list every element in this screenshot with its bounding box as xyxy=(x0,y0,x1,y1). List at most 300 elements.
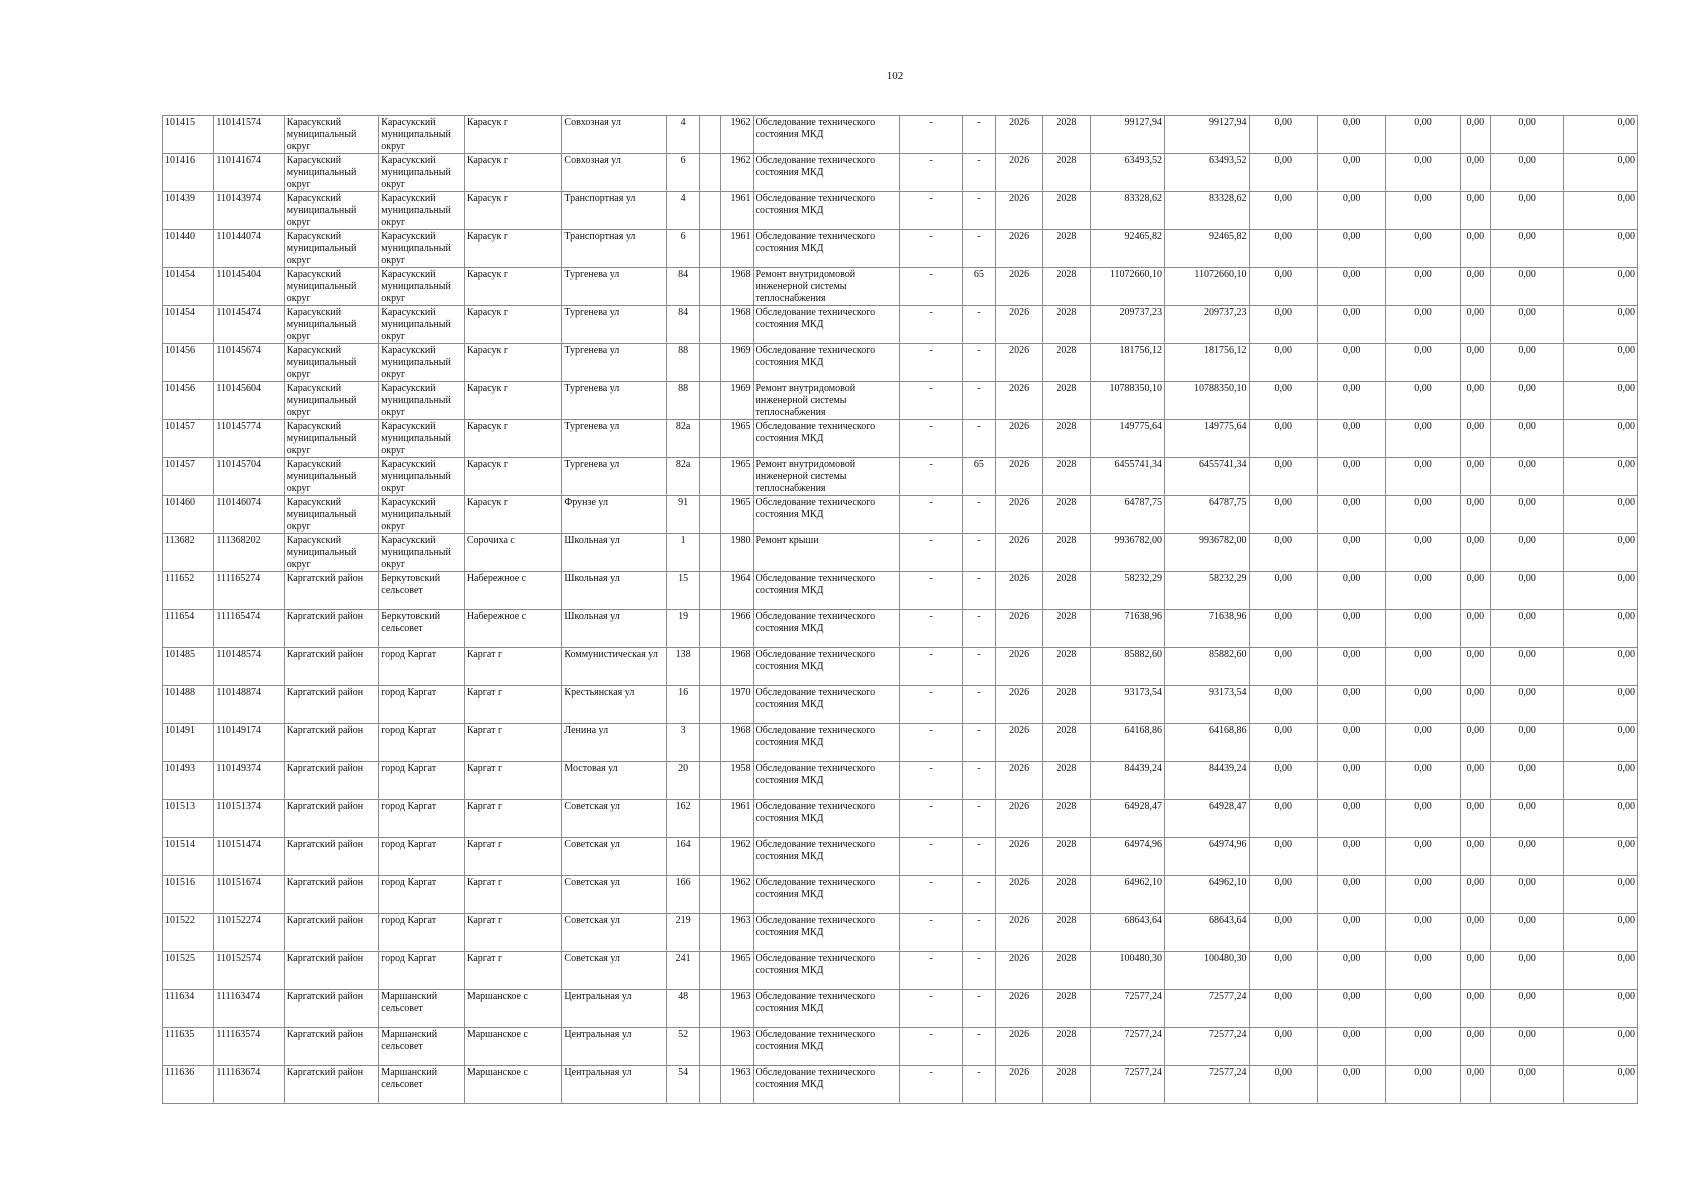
year-to-cell: 2028 xyxy=(1043,382,1090,420)
street-cell: Коммунистическая ул xyxy=(562,648,667,686)
value-cell: 0,00 xyxy=(1317,420,1385,458)
row-code: 110148574 xyxy=(214,648,284,686)
percent-cell: - xyxy=(962,344,995,382)
year-from-cell: 2026 xyxy=(995,762,1042,800)
value-cell: 0,00 xyxy=(1386,230,1460,268)
value-cell: 0,00 xyxy=(1564,610,1638,648)
cost-cell: 11072660,10 xyxy=(1090,268,1164,306)
value-cell: 0,00 xyxy=(1460,610,1490,648)
row-id: 101439 xyxy=(163,192,214,230)
work-type-cell: Обследование технического состояния МКД xyxy=(753,762,900,800)
cost-cell: 58232,29 xyxy=(1090,572,1164,610)
percent-cell: - xyxy=(962,230,995,268)
municipality-cell: Карасукский муниципальный округ xyxy=(379,534,465,572)
row-id: 101457 xyxy=(163,458,214,496)
work-type-cell: Обследование технического состояния МКД xyxy=(753,572,900,610)
value-cell: 0,00 xyxy=(1564,116,1638,154)
total-cell: 64928,47 xyxy=(1165,800,1250,838)
row-code: 111165274 xyxy=(214,572,284,610)
value-cell: 0,00 xyxy=(1249,458,1317,496)
work-type-cell: Обследование технического состояния МКД xyxy=(753,724,900,762)
year-from-cell: 2026 xyxy=(995,458,1042,496)
value-cell: 0,00 xyxy=(1460,876,1490,914)
row-id: 101416 xyxy=(163,154,214,192)
value-cell: 0,00 xyxy=(1564,876,1638,914)
value-cell: 0,00 xyxy=(1249,534,1317,572)
dash-cell: - xyxy=(900,724,962,762)
table-body xyxy=(163,116,1638,1104)
municipality-cell: город Каргат xyxy=(379,914,465,952)
dash-cell: - xyxy=(900,192,962,230)
value-cell: 0,00 xyxy=(1460,154,1490,192)
value-cell: 0,00 xyxy=(1249,116,1317,154)
house-number-cell: 84 xyxy=(667,306,700,344)
municipality-cell: Карасукский муниципальный округ xyxy=(379,268,465,306)
street-cell: Тургенева ул xyxy=(562,382,667,420)
year-from-cell: 2026 xyxy=(995,876,1042,914)
cost-cell: 149775,64 xyxy=(1090,420,1164,458)
value-cell: 0,00 xyxy=(1490,648,1563,686)
row-id: 111636 xyxy=(163,1066,214,1104)
street-cell: Фрунзе ул xyxy=(562,496,667,534)
row-id: 101457 xyxy=(163,420,214,458)
value-cell: 0,00 xyxy=(1386,876,1460,914)
value-cell: 0,00 xyxy=(1564,952,1638,990)
value-cell: 0,00 xyxy=(1249,838,1317,876)
table-row xyxy=(163,344,1638,382)
work-type-cell: Обследование технического состояния МКД xyxy=(753,648,900,686)
house-number-cell: 82а xyxy=(667,420,700,458)
total-cell: 84439,24 xyxy=(1165,762,1250,800)
house-number-cell: 164 xyxy=(667,838,700,876)
municipality-cell: Маршанский сельсовет xyxy=(379,1028,465,1066)
value-cell: 0,00 xyxy=(1460,420,1490,458)
row-code: 110141674 xyxy=(214,154,284,192)
value-cell: 0,00 xyxy=(1460,800,1490,838)
value-cell: 0,00 xyxy=(1460,268,1490,306)
value-cell: 0,00 xyxy=(1460,116,1490,154)
house-number-cell: 219 xyxy=(667,914,700,952)
work-type-cell: Ремонт внутридомовой инженерной системы теплоснабжения xyxy=(753,268,900,306)
value-cell: 0,00 xyxy=(1564,420,1638,458)
municipality-cell: Маршанский сельсовет xyxy=(379,990,465,1028)
empty-cell xyxy=(700,230,721,268)
district-cell: Карасукский муниципальный округ xyxy=(284,458,379,496)
value-cell: 0,00 xyxy=(1564,496,1638,534)
value-cell: 0,00 xyxy=(1564,154,1638,192)
percent-cell: - xyxy=(962,306,995,344)
locality-cell: Карасук г xyxy=(464,496,562,534)
total-cell: 68643,64 xyxy=(1165,914,1250,952)
municipality-cell: Карасукский муниципальный округ xyxy=(379,496,465,534)
year-from-cell: 2026 xyxy=(995,990,1042,1028)
empty-cell xyxy=(700,838,721,876)
row-id: 101491 xyxy=(163,724,214,762)
build-year-cell: 1964 xyxy=(721,572,753,610)
registry-table xyxy=(162,115,1638,1104)
value-cell: 0,00 xyxy=(1317,344,1385,382)
total-cell: 83328,62 xyxy=(1165,192,1250,230)
year-from-cell: 2026 xyxy=(995,952,1042,990)
value-cell: 0,00 xyxy=(1317,572,1385,610)
municipality-cell: город Каргат xyxy=(379,762,465,800)
house-number-cell: 54 xyxy=(667,1066,700,1104)
build-year-cell: 1968 xyxy=(721,268,753,306)
table-row xyxy=(163,192,1638,230)
year-from-cell: 2026 xyxy=(995,648,1042,686)
table-row xyxy=(163,876,1638,914)
row-id: 101415 xyxy=(163,116,214,154)
municipality-cell: город Каргат xyxy=(379,838,465,876)
value-cell: 0,00 xyxy=(1249,344,1317,382)
percent-cell: - xyxy=(962,952,995,990)
cost-cell: 84439,24 xyxy=(1090,762,1164,800)
value-cell: 0,00 xyxy=(1490,762,1563,800)
work-type-cell: Обследование технического состояния МКД xyxy=(753,952,900,990)
row-code: 110152274 xyxy=(214,914,284,952)
build-year-cell: 1963 xyxy=(721,990,753,1028)
table-row xyxy=(163,838,1638,876)
house-number-cell: 88 xyxy=(667,344,700,382)
value-cell: 0,00 xyxy=(1564,686,1638,724)
dash-cell: - xyxy=(900,496,962,534)
year-from-cell: 2026 xyxy=(995,572,1042,610)
row-code: 111163674 xyxy=(214,1066,284,1104)
value-cell: 0,00 xyxy=(1317,610,1385,648)
work-type-cell: Обследование технического состояния МКД xyxy=(753,230,900,268)
dash-cell: - xyxy=(900,952,962,990)
dash-cell: - xyxy=(900,116,962,154)
percent-cell: 65 xyxy=(962,268,995,306)
house-number-cell: 91 xyxy=(667,496,700,534)
value-cell: 0,00 xyxy=(1564,990,1638,1028)
work-type-cell: Обследование технического состояния МКД xyxy=(753,876,900,914)
build-year-cell: 1968 xyxy=(721,648,753,686)
table-row xyxy=(163,800,1638,838)
value-cell: 0,00 xyxy=(1249,990,1317,1028)
value-cell: 0,00 xyxy=(1490,154,1563,192)
value-cell: 0,00 xyxy=(1386,1066,1460,1104)
empty-cell xyxy=(700,610,721,648)
value-cell: 0,00 xyxy=(1460,230,1490,268)
value-cell: 0,00 xyxy=(1490,686,1563,724)
value-cell: 0,00 xyxy=(1249,1066,1317,1104)
value-cell: 0,00 xyxy=(1249,686,1317,724)
total-cell: 72577,24 xyxy=(1165,1066,1250,1104)
year-to-cell: 2028 xyxy=(1043,762,1090,800)
empty-cell xyxy=(700,420,721,458)
value-cell: 0,00 xyxy=(1249,230,1317,268)
row-code: 110151674 xyxy=(214,876,284,914)
percent-cell: - xyxy=(962,800,995,838)
year-to-cell: 2028 xyxy=(1043,230,1090,268)
table-row xyxy=(163,724,1638,762)
build-year-cell: 1963 xyxy=(721,1028,753,1066)
empty-cell xyxy=(700,458,721,496)
row-id: 101525 xyxy=(163,952,214,990)
locality-cell: Сорочиха с xyxy=(464,534,562,572)
year-from-cell: 2026 xyxy=(995,116,1042,154)
build-year-cell: 1965 xyxy=(721,420,753,458)
empty-cell xyxy=(700,382,721,420)
value-cell: 0,00 xyxy=(1564,192,1638,230)
percent-cell: - xyxy=(962,496,995,534)
street-cell: Центральная ул xyxy=(562,990,667,1028)
row-code: 111368202 xyxy=(214,534,284,572)
locality-cell: Карасук г xyxy=(464,192,562,230)
cost-cell: 100480,30 xyxy=(1090,952,1164,990)
row-id: 113682 xyxy=(163,534,214,572)
table-row xyxy=(163,268,1638,306)
percent-cell: - xyxy=(962,762,995,800)
value-cell: 0,00 xyxy=(1490,496,1563,534)
value-cell: 0,00 xyxy=(1490,1066,1563,1104)
house-number-cell: 6 xyxy=(667,154,700,192)
value-cell: 0,00 xyxy=(1386,686,1460,724)
empty-cell xyxy=(700,268,721,306)
empty-cell xyxy=(700,1028,721,1066)
build-year-cell: 1958 xyxy=(721,762,753,800)
year-from-cell: 2026 xyxy=(995,496,1042,534)
row-code: 110144074 xyxy=(214,230,284,268)
percent-cell: - xyxy=(962,1028,995,1066)
street-cell: Советская ул xyxy=(562,838,667,876)
value-cell: 0,00 xyxy=(1564,268,1638,306)
locality-cell: Каргат г xyxy=(464,876,562,914)
district-cell: Карасукский муниципальный округ xyxy=(284,306,379,344)
row-code: 110146074 xyxy=(214,496,284,534)
street-cell: Советская ул xyxy=(562,952,667,990)
dash-cell: - xyxy=(900,876,962,914)
cost-cell: 10788350,10 xyxy=(1090,382,1164,420)
locality-cell: Каргат г xyxy=(464,800,562,838)
value-cell: 0,00 xyxy=(1564,534,1638,572)
value-cell: 0,00 xyxy=(1249,192,1317,230)
value-cell: 0,00 xyxy=(1490,572,1563,610)
total-cell: 72577,24 xyxy=(1165,1028,1250,1066)
row-id: 111634 xyxy=(163,990,214,1028)
work-type-cell: Обследование технического состояния МКД xyxy=(753,838,900,876)
year-to-cell: 2028 xyxy=(1043,686,1090,724)
table-row xyxy=(163,230,1638,268)
row-id: 101488 xyxy=(163,686,214,724)
house-number-cell: 1 xyxy=(667,534,700,572)
percent-cell: - xyxy=(962,914,995,952)
value-cell: 0,00 xyxy=(1317,154,1385,192)
total-cell: 10788350,10 xyxy=(1165,382,1250,420)
empty-cell xyxy=(700,344,721,382)
value-cell: 0,00 xyxy=(1460,306,1490,344)
dash-cell: - xyxy=(900,458,962,496)
empty-cell xyxy=(700,534,721,572)
row-code: 111163474 xyxy=(214,990,284,1028)
value-cell: 0,00 xyxy=(1490,990,1563,1028)
total-cell: 72577,24 xyxy=(1165,990,1250,1028)
percent-cell: - xyxy=(962,610,995,648)
total-cell: 149775,64 xyxy=(1165,420,1250,458)
cost-cell: 64787,75 xyxy=(1090,496,1164,534)
cost-cell: 64974,96 xyxy=(1090,838,1164,876)
table-row xyxy=(163,1028,1638,1066)
total-cell: 85882,60 xyxy=(1165,648,1250,686)
street-cell: Советская ул xyxy=(562,800,667,838)
build-year-cell: 1962 xyxy=(721,116,753,154)
district-cell: Каргатский район xyxy=(284,1028,379,1066)
value-cell: 0,00 xyxy=(1317,116,1385,154)
value-cell: 0,00 xyxy=(1386,382,1460,420)
cost-cell: 72577,24 xyxy=(1090,1066,1164,1104)
house-number-cell: 162 xyxy=(667,800,700,838)
value-cell: 0,00 xyxy=(1564,230,1638,268)
empty-cell xyxy=(700,876,721,914)
value-cell: 0,00 xyxy=(1386,724,1460,762)
build-year-cell: 1968 xyxy=(721,724,753,762)
year-to-cell: 2028 xyxy=(1043,990,1090,1028)
district-cell: Карасукский муниципальный округ xyxy=(284,534,379,572)
value-cell: 0,00 xyxy=(1490,914,1563,952)
value-cell: 0,00 xyxy=(1249,572,1317,610)
dash-cell: - xyxy=(900,1066,962,1104)
house-number-cell: 3 xyxy=(667,724,700,762)
build-year-cell: 1962 xyxy=(721,838,753,876)
district-cell: Каргатский район xyxy=(284,990,379,1028)
year-from-cell: 2026 xyxy=(995,382,1042,420)
dash-cell: - xyxy=(900,154,962,192)
locality-cell: Каргат г xyxy=(464,686,562,724)
work-type-cell: Обследование технического состояния МКД xyxy=(753,420,900,458)
locality-cell: Карасук г xyxy=(464,382,562,420)
year-to-cell: 2028 xyxy=(1043,572,1090,610)
empty-cell xyxy=(700,724,721,762)
year-to-cell: 2028 xyxy=(1043,306,1090,344)
street-cell: Тургенева ул xyxy=(562,344,667,382)
year-from-cell: 2026 xyxy=(995,1028,1042,1066)
row-code: 110151374 xyxy=(214,800,284,838)
cost-cell: 64928,47 xyxy=(1090,800,1164,838)
dash-cell: - xyxy=(900,572,962,610)
value-cell: 0,00 xyxy=(1386,952,1460,990)
cost-cell: 68643,64 xyxy=(1090,914,1164,952)
percent-cell: - xyxy=(962,686,995,724)
percent-cell: - xyxy=(962,572,995,610)
percent-cell: - xyxy=(962,420,995,458)
row-id: 101485 xyxy=(163,648,214,686)
value-cell: 0,00 xyxy=(1249,496,1317,534)
percent-cell: - xyxy=(962,876,995,914)
street-cell: Центральная ул xyxy=(562,1066,667,1104)
year-to-cell: 2028 xyxy=(1043,534,1090,572)
house-number-cell: 20 xyxy=(667,762,700,800)
locality-cell: Карасук г xyxy=(464,458,562,496)
row-code: 110145474 xyxy=(214,306,284,344)
year-from-cell: 2026 xyxy=(995,838,1042,876)
locality-cell: Карасук г xyxy=(464,344,562,382)
empty-cell xyxy=(700,116,721,154)
row-code: 110145704 xyxy=(214,458,284,496)
total-cell: 9936782,00 xyxy=(1165,534,1250,572)
municipality-cell: Карасукский муниципальный округ xyxy=(379,306,465,344)
row-code: 111163574 xyxy=(214,1028,284,1066)
table-row xyxy=(163,1066,1638,1104)
value-cell: 0,00 xyxy=(1317,914,1385,952)
value-cell: 0,00 xyxy=(1386,496,1460,534)
value-cell: 0,00 xyxy=(1564,838,1638,876)
house-number-cell: 84 xyxy=(667,268,700,306)
value-cell: 0,00 xyxy=(1564,724,1638,762)
value-cell: 0,00 xyxy=(1564,382,1638,420)
year-from-cell: 2026 xyxy=(995,230,1042,268)
build-year-cell: 1980 xyxy=(721,534,753,572)
dash-cell: - xyxy=(900,344,962,382)
total-cell: 64962,10 xyxy=(1165,876,1250,914)
table-row xyxy=(163,116,1638,154)
year-from-cell: 2026 xyxy=(995,154,1042,192)
street-cell: Советская ул xyxy=(562,876,667,914)
dash-cell: - xyxy=(900,534,962,572)
value-cell: 0,00 xyxy=(1317,1066,1385,1104)
street-cell: Школьная ул xyxy=(562,610,667,648)
dash-cell: - xyxy=(900,230,962,268)
municipality-cell: город Каргат xyxy=(379,800,465,838)
dash-cell: - xyxy=(900,648,962,686)
table-row xyxy=(163,382,1638,420)
cost-cell: 6455741,34 xyxy=(1090,458,1164,496)
row-id: 101522 xyxy=(163,914,214,952)
value-cell: 0,00 xyxy=(1317,762,1385,800)
municipality-cell: Карасукский муниципальный округ xyxy=(379,382,465,420)
row-id: 101456 xyxy=(163,382,214,420)
build-year-cell: 1969 xyxy=(721,382,753,420)
total-cell: 58232,29 xyxy=(1165,572,1250,610)
dash-cell: - xyxy=(900,610,962,648)
empty-cell xyxy=(700,306,721,344)
total-cell: 64974,96 xyxy=(1165,838,1250,876)
value-cell: 0,00 xyxy=(1490,724,1563,762)
build-year-cell: 1961 xyxy=(721,800,753,838)
value-cell: 0,00 xyxy=(1249,306,1317,344)
municipality-cell: город Каргат xyxy=(379,686,465,724)
value-cell: 0,00 xyxy=(1490,458,1563,496)
value-cell: 0,00 xyxy=(1490,800,1563,838)
value-cell: 0,00 xyxy=(1249,952,1317,990)
value-cell: 0,00 xyxy=(1490,230,1563,268)
district-cell: Карасукский муниципальный округ xyxy=(284,344,379,382)
value-cell: 0,00 xyxy=(1317,990,1385,1028)
year-to-cell: 2028 xyxy=(1043,914,1090,952)
dash-cell: - xyxy=(900,1028,962,1066)
percent-cell: - xyxy=(962,990,995,1028)
dash-cell: - xyxy=(900,762,962,800)
value-cell: 0,00 xyxy=(1249,762,1317,800)
cost-cell: 83328,62 xyxy=(1090,192,1164,230)
percent-cell: - xyxy=(962,838,995,876)
total-cell: 181756,12 xyxy=(1165,344,1250,382)
row-id: 101440 xyxy=(163,230,214,268)
value-cell: 0,00 xyxy=(1386,154,1460,192)
street-cell: Крестьянская ул xyxy=(562,686,667,724)
work-type-cell: Обследование технического состояния МКД xyxy=(753,306,900,344)
work-type-cell: Обследование технического состояния МКД xyxy=(753,496,900,534)
value-cell: 0,00 xyxy=(1249,724,1317,762)
dash-cell: - xyxy=(900,838,962,876)
district-cell: Карасукский муниципальный округ xyxy=(284,154,379,192)
value-cell: 0,00 xyxy=(1490,306,1563,344)
street-cell: Советская ул xyxy=(562,914,667,952)
street-cell: Школьная ул xyxy=(562,534,667,572)
locality-cell: Карасук г xyxy=(464,230,562,268)
value-cell: 0,00 xyxy=(1249,382,1317,420)
year-to-cell: 2028 xyxy=(1043,610,1090,648)
